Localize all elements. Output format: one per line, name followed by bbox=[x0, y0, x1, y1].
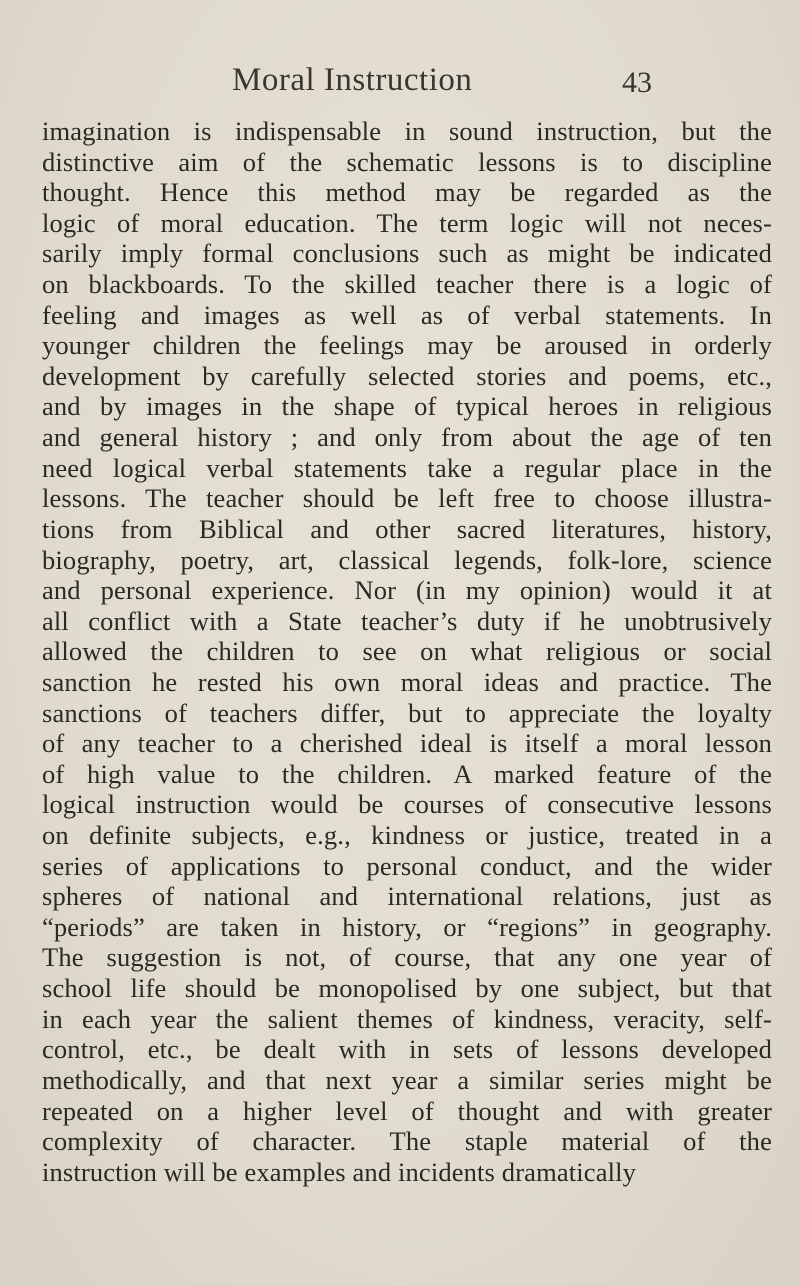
text-line: imagination is indispensable in sound instruction, but the bbox=[42, 116, 772, 146]
text-line: in each year the salient themes of kindness, veracity, self- bbox=[42, 1003, 772, 1034]
text-line: logical instruction would be courses of consecutive lessons bbox=[42, 789, 772, 820]
text-line: sanctions of teachers differ, but to appreciate the loyalty bbox=[42, 697, 772, 728]
text-line: development by carefully selected stories and poems, etc., bbox=[42, 360, 772, 391]
text-line: control, etc., be dealt with in sets of lessons developed bbox=[42, 1034, 772, 1065]
running-head bbox=[0, 62, 800, 102]
text-line: complexity of character. The staple material of the bbox=[42, 1126, 772, 1157]
text-line: and general history ; and only from about the age of ten bbox=[42, 422, 772, 453]
text-line: distinctive aim of the schematic lessons is to discipline bbox=[42, 146, 772, 177]
text-line: instruction will be examples and incidents dramatically bbox=[42, 1156, 637, 1187]
text-line: methodically, and that next year a similar series might be bbox=[42, 1064, 772, 1095]
text-line: allowed the children to see on what religious or social bbox=[42, 636, 772, 667]
running-head-title: Moral Instruction bbox=[232, 62, 473, 98]
text-line: of any teacher to a cherished ideal is itself a moral lesson bbox=[42, 728, 772, 759]
page-number: 43 bbox=[622, 66, 652, 99]
text-line: on definite subjects, e.g., kindness or justice, treated in a bbox=[42, 820, 772, 851]
text-line: feeling and images as well as of verbal statements. In bbox=[42, 299, 772, 330]
text-line: all conflict with a State teacher’s duty if he unobtrusively bbox=[42, 605, 772, 636]
text-line: and by images in the shape of typical heroes in religious bbox=[42, 391, 772, 422]
text-line: on blackboards. To the skilled teacher there is a logic of bbox=[42, 269, 772, 300]
text-line: series of applications to personal conduct, and the wider bbox=[42, 850, 772, 881]
text-line: spheres of national and international relations, just as bbox=[42, 881, 772, 912]
text-line: thought. Hence this method may be regarded as the bbox=[42, 177, 772, 208]
text-line: repeated on a higher level of thought and with greater bbox=[42, 1095, 772, 1126]
text-line: sarily imply formal conclusions such as might be indicated bbox=[42, 238, 772, 269]
text-line: of high value to the children. A marked feature of the bbox=[42, 758, 772, 789]
text-line: biography, poetry, art, classical legends, folk-lore, science bbox=[42, 544, 772, 575]
text-line: younger children the feelings may be aroused in orderly bbox=[42, 330, 772, 361]
text-line: need logical verbal statements take a regular place in the bbox=[42, 452, 772, 483]
text-line: lessons. The teacher should be left free to choose illustra- bbox=[42, 483, 772, 514]
text-line: logic of moral education. The term logic will not neces- bbox=[42, 207, 772, 238]
text-line: tions from Biblical and other sacred literatures, history, bbox=[42, 513, 772, 544]
text-line: “periods” are taken in history, or “regions” in geography. bbox=[42, 911, 772, 942]
text-line: The suggestion is not, of course, that any one year of bbox=[42, 942, 772, 973]
text-line: and personal experience. Nor (in my opinion) would it at bbox=[42, 575, 772, 606]
text-line: school life should be monopolised by one subject, but that bbox=[42, 973, 772, 1004]
text-line: sanction he rested his own moral ideas and practice. The bbox=[42, 666, 772, 697]
body-text bbox=[42, 116, 772, 1196]
